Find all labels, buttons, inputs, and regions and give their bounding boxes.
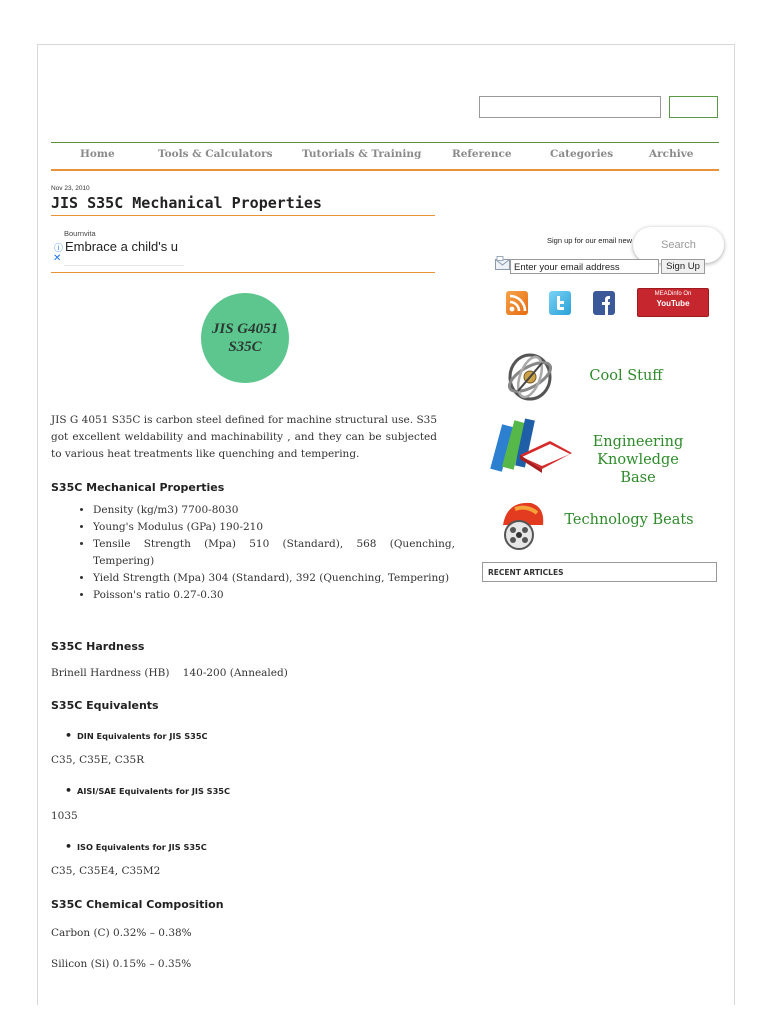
mechanical-heading: S35C Mechanical Properties [51,481,225,494]
rss-icon[interactable] [506,291,528,315]
silicon-value: Silicon (Si) 0.15% – 0.35% [51,958,192,970]
post-title[interactable]: JIS S35C Mechanical Properties [51,194,435,216]
mail-icon [495,255,510,269]
list-item: • Young's Modulus (GPa) 190-210 [93,519,455,536]
list-item: • Density (kg/m3) 7700-8030 [93,502,455,519]
din-equivalents-value: C35, C35E, C35R [51,754,145,766]
nav-item-categories[interactable]: Categories [550,148,614,160]
intro-paragraph: JIS G 4051 S35C is carbon steel defined for machine structural use. S35 got excellent weldability and machinability , and they can be subjected to various heat treatments like quenching and tempering. [51,414,437,460]
youtube-badge-line-1: MEADinfo On [654,291,692,297]
list-item: • Tensile Strength (Mpa) 510 (Standard), 568 (Quenching, Tempering) [93,536,455,570]
hardness-text: Brinell Hardness (HB) 140-200 (Annealed) [51,667,288,679]
main-nav [51,142,719,171]
knowledge-base-label: Knowledge Base [597,452,679,486]
aisi-equivalents-value: 1035 [51,810,78,822]
recent-articles-box: RECENT ARTICLES [482,562,717,582]
film-reel-icon[interactable] [493,495,551,553]
ad-close-icon[interactable]: ✕ [53,253,62,264]
carbon-value: Carbon (C) 0.32% – 0.38% [51,927,192,939]
nav-item-tools[interactable]: Tools & Calculators [158,148,273,160]
badge-line-2: S35C [228,339,262,355]
header-search-button[interactable] [669,96,718,118]
nav-item-reference[interactable]: Reference [452,148,512,160]
aisi-equivalents-label: • AISI/SAE Equivalents for JIS S35C [65,784,230,797]
ad-divider [64,265,184,266]
hardness-heading: S35C Hardness [51,640,145,653]
nav-item-archive[interactable]: Archive [649,148,694,160]
gyroscope-icon[interactable] [500,347,560,405]
email-field[interactable]: Enter your email address [510,259,659,274]
din-equivalents-label: • DIN Equivalents for JIS S35C [65,729,208,742]
iso-equivalents-value: C35, C35E4, C35M2 [51,865,161,877]
technology-beats-link[interactable]: Technology Beats [564,512,694,528]
engineering-knowledge-base-link[interactable] [578,433,698,487]
ad-bottom-rule [51,272,435,273]
badge-line-1: JIS G4051 [211,321,279,337]
books-icon[interactable] [490,415,574,475]
list-item: • Poisson's ratio 0.27-0.30 [93,587,455,604]
twitter-icon[interactable] [549,291,571,315]
chemical-heading: S35C Chemical Composition [51,898,224,911]
sign-up-button[interactable]: Sign Up [661,259,705,274]
nav-item-home[interactable]: Home [80,148,115,160]
nav-item-tutorials[interactable]: Tutorials & Training [302,148,422,160]
engineering-label: Engineering [592,434,684,450]
youtube-channel-badge[interactable] [637,288,709,317]
steel-grade-badge [201,293,289,383]
ad-text[interactable]: Embrace a child's u [65,239,179,254]
header-search-input[interactable] [479,96,661,118]
page-container [37,44,735,1005]
cool-stuff-link[interactable]: Cool Stuff [589,368,663,384]
ad-brand[interactable]: Bournvita [64,229,96,238]
youtube-badge-line-2: YouTube [656,299,690,308]
facebook-icon[interactable] [593,291,615,315]
post-date: Nov 23, 2010 [51,185,90,192]
ad-info-icon[interactable]: ⓘ [54,244,64,254]
iso-equivalents-label: • ISO Equivalents for JIS S35C [65,840,207,853]
mechanical-list [75,502,455,604]
newsletter-signup-text: Sign up for our email new [547,236,633,245]
equivalents-heading: S35C Equivalents [51,699,159,712]
list-item: • Yield Strength (Mpa) 304 (Standard), 392 (Quenching, Tempering) [93,570,455,587]
floating-search-button[interactable]: Search [633,227,724,263]
